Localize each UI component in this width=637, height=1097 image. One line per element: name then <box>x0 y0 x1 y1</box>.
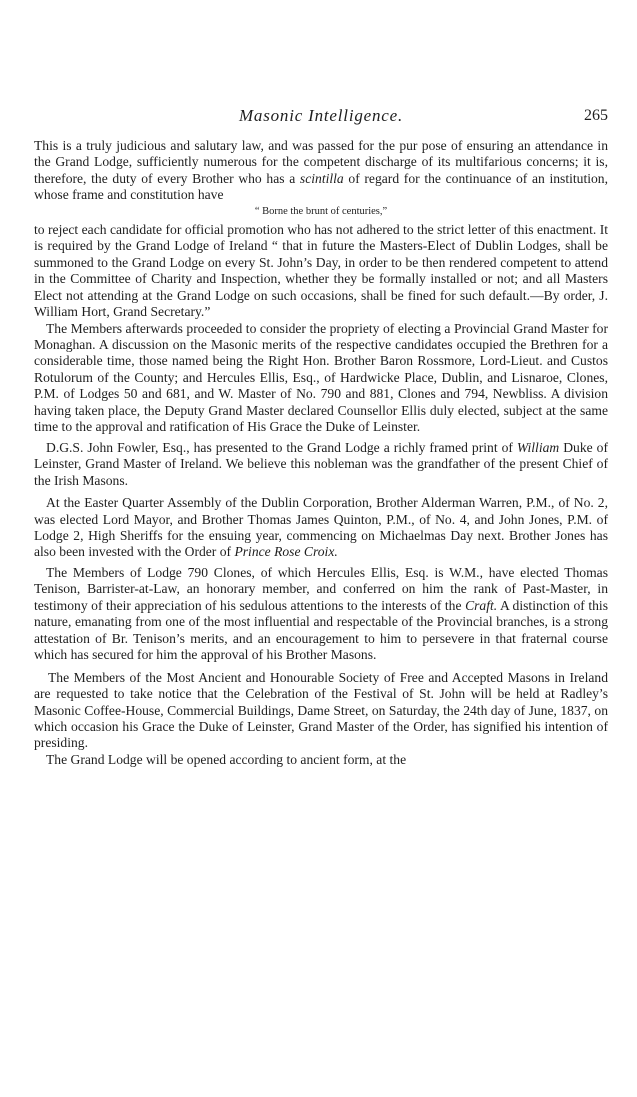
page <box>34 108 608 768</box>
running-header <box>34 108 608 128</box>
quotation: “ Borne the brunt of centuries,” <box>254 205 388 217</box>
paragraph-grand-lodge: The Grand Lodge will be opened according to ancient form, at the <box>46 751 407 767</box>
paragraph-law: This is a truly judicious and salutary law, and was passed for the pur pose of ensuring an attendance in the Grand Lodge, sufficiently numerous for the competent discharge of its multifarious concerns; it is, therefore, the duty of every Brother who has a scintilla of regard for the continuance of an institution, whose frame and constitution have <box>34 138 609 203</box>
page-number: 265 <box>584 107 608 124</box>
italic-name: William <box>516 439 560 455</box>
body-text <box>34 138 608 768</box>
paragraph-provincial-grand-master: The Members afterwards proceeded to consider the propriety of electing a Provincial Grand Master for Monaghan. A discussion on the Masonic merits of the respective candidates occupied the Brethren for a considerable time, those named being the Right Hon. Brother Baron Rossmore, Lord-Lieut. and Custos Rotulorum of the County; and Hercules Ellis, Esq., of Hardwicke Place, Dublin, and Lisnaroe, Clones, P.M. of Lodges 50 and 681, and W. Master of No. 790 and 881, Clones and 794, Newbliss. A division having taken place, the Deputy Grand Master declared Counsellor Ellis duly elected, subject at the same time to the approval and ratification of His Grace the Duke of Leinster. <box>34 320 608 435</box>
paragraph-enactment: to reject each candidate for official promotion who has not adhered to the strict letter of this enactment. It is required by the Grand Lodge of Ireland “ that in future the Masters-Elect of Dublin Lodges, shall be summoned to the Grand Lodge on every St. John’s Day, in order to be then rendered competent to attend in the Committee of Charity and Inspection, whether they be formally installed or not; and all Masters Elect not attending at the Grand Lodge on such occasions, shall be fined for such default.—By order, J. William Hort, Grand Secretary.” <box>34 221 608 320</box>
italic-craft: Craft. <box>465 597 498 613</box>
paragraph-festival: The Members of the Most Ancient and Honourable Society of Free and Accepted Masons in Ireland are requested to take notice that the Celebration of the Festival of St. John will be held at Radley’s Masonic Coffee-House, Commercial Buildings, Dame Street, on Saturday, the 24th day of June, 1837, on which occasion his Grace the Duke of Leinster, Grand Master of the Order, has signified his intention of presiding. <box>34 669 608 751</box>
italic-term: scintilla <box>299 170 344 186</box>
paragraph-corporation: At the Easter Quarter Assembly of the Dublin Corporation, Brother Alderman Warren, P.M., of No. 2, was elected Lord Mayor, and Brother Thomas James Quinton, P.M., of No. 4, and John Jones, P.M. of Lodge 2, High Sheriffs for the ensuing year, commencing on Michaelmas Day next. Brother Jones has also been invested with the Order of Prince Rose Croix. <box>34 495 608 560</box>
running-title: Masonic Intelligence. <box>238 106 404 125</box>
paragraph-lodge-790: The Members of Lodge 790 Clones, of which Hercules Ellis, Esq. is W.M., have elected Thomas Tenison, Barrister-at-Law, an honorary member, and conferred on him the rank of Past-Master, in testimony of their appreciation of his sedulous attentions to the interests of the Craft. A distinction of this nature, emanating from one of the most influential and respectable of the Provincial branches, is a strong attestation of Br. Tenison’s merits, and an encouragement to him to persevere in that fraternal course which has secured for him the approval of his Brother Masons. <box>34 564 608 663</box>
italic-order: Prince Rose Croix. <box>234 544 338 560</box>
paragraph-print: D.G.S. John Fowler, Esq., has presented to the Grand Lodge a richly framed print of William Duke of Leinster, Grand Master of Ireland. We believe this nobleman was the grandfather of the present Chief of the Irish Masons. <box>34 439 608 488</box>
